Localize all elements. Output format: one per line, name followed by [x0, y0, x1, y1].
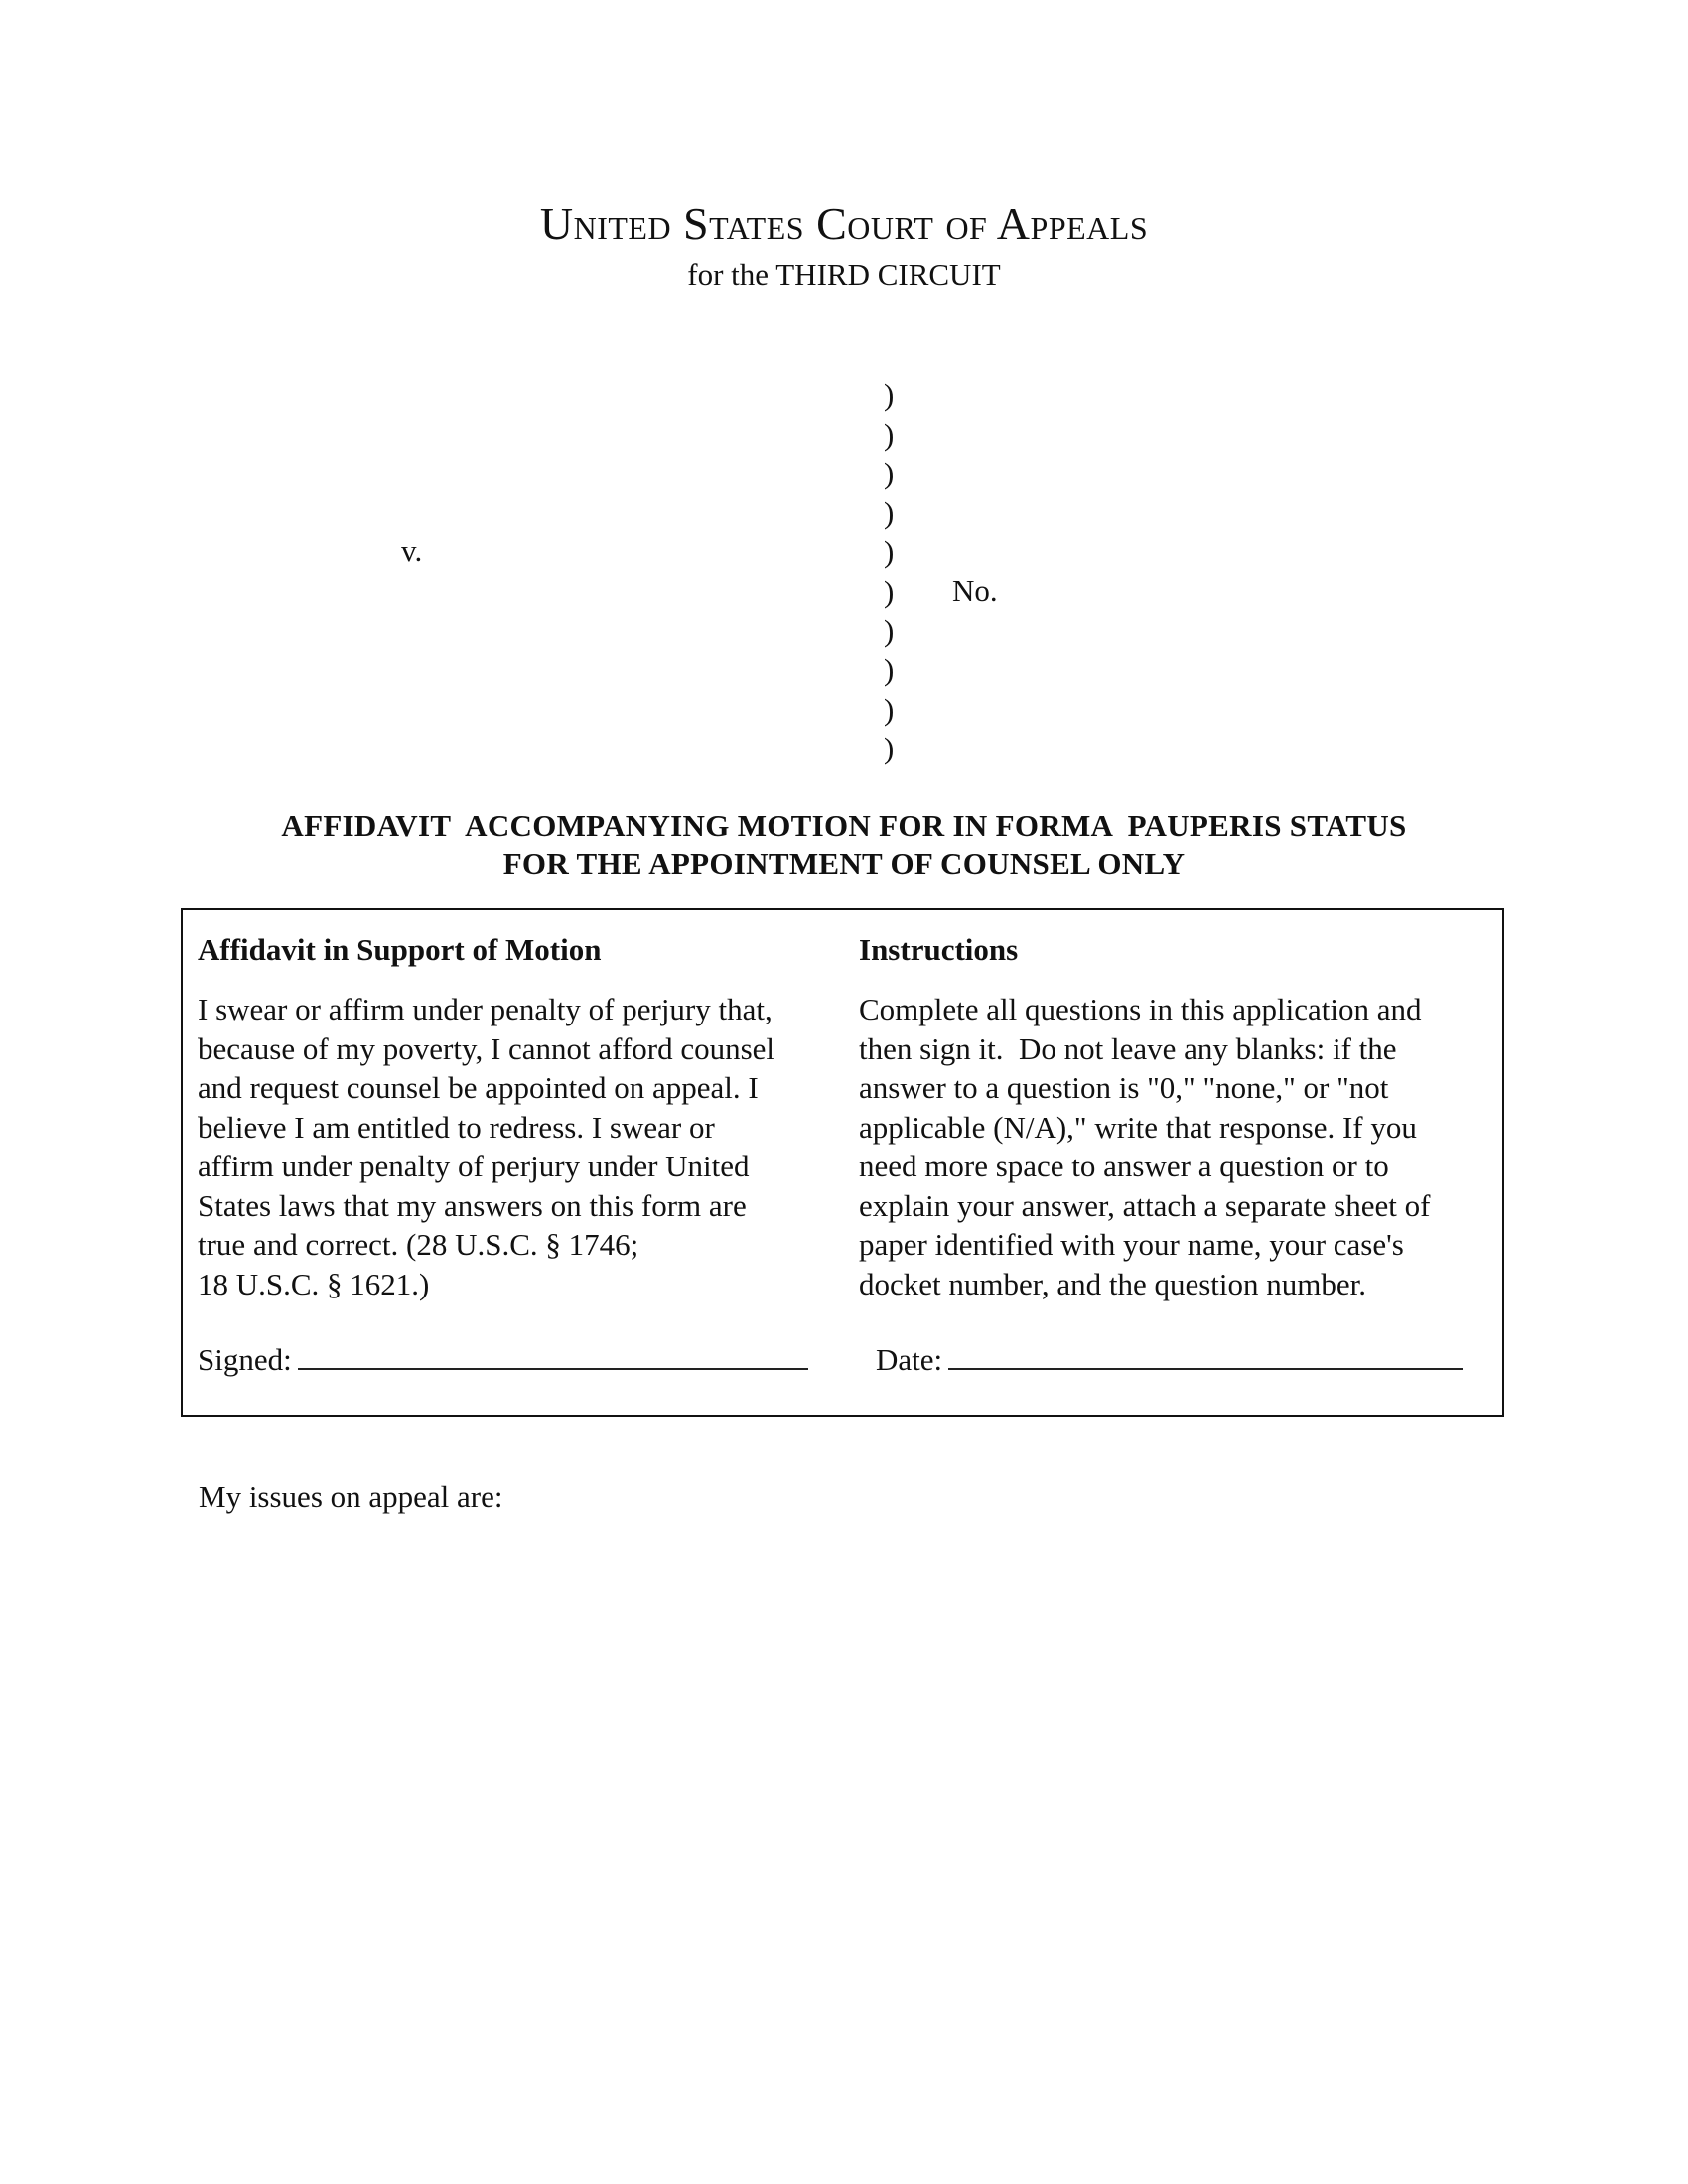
signed-label: Signed: [198, 1342, 292, 1377]
caption-paren: ) [884, 456, 895, 491]
caption-paren: ) [884, 416, 895, 452]
instructions-line: docket number, and the question number. [859, 1266, 1367, 1301]
instructions-line: paper identified with your name, your case's [859, 1227, 1404, 1262]
date-field[interactable] [948, 1340, 1463, 1370]
affidavit-heading: Affidavit in Support of Motion [198, 932, 602, 967]
instructions-heading: Instructions [859, 932, 1019, 967]
signature-row [198, 1340, 808, 1378]
caption-paren: ) [884, 731, 895, 766]
affidavit-text [198, 990, 833, 1303]
instructions-line: then sign it. Do not leave any blanks: if the [859, 1030, 1397, 1066]
caption-paren: ) [884, 377, 895, 412]
affidavit-line: 18 U.S.C. § 1621.) [198, 1266, 430, 1301]
case-number-label: No. [952, 573, 998, 608]
caption-paren: ) [884, 494, 895, 530]
caption-paren: ) [884, 534, 895, 570]
caption-paren: ) [884, 691, 895, 727]
affidavit-line: affirm under penalty of perjury under United [198, 1149, 750, 1183]
affidavit-line: true and correct. (28 U.S.C. § 1746; [198, 1227, 639, 1262]
affidavit-line: and request counsel be appointed on appeal. I [198, 1070, 759, 1105]
issues-on-appeal-label: My issues on appeal are: [199, 1479, 503, 1514]
caption-parentheses [884, 375, 914, 768]
instructions-line: applicable (N/A)," write that response. If you [859, 1109, 1417, 1145]
form-title-line-2: FOR THE APPOINTMENT OF COUNSEL ONLY [502, 846, 1186, 881]
form-title-line-1: AFFIDAVIT ACCOMPANYING MOTION FOR IN FORMA PAUPERIS STATUS [281, 808, 1407, 843]
signature-field[interactable] [298, 1340, 808, 1370]
affidavit-line: I swear or affirm under penalty of perjury that, [198, 992, 773, 1026]
caption-versus: v. [401, 533, 423, 568]
instructions-text [859, 990, 1494, 1303]
affidavit-line: because of my poverty, I cannot afford counsel [198, 1030, 775, 1066]
instructions-line: need more space to answer a question or to [859, 1149, 1389, 1183]
caption-paren: ) [884, 613, 895, 648]
affidavit-line: believe I am entitled to redress. I swear or [198, 1109, 715, 1145]
instructions-line: Complete all questions in this application and [859, 992, 1422, 1026]
affidavit-line: States laws that my answers on this form are [198, 1187, 747, 1223]
circuit-name: for the THIRD CIRCUIT [687, 257, 1001, 292]
caption-paren: ) [884, 573, 895, 609]
caption-paren: ) [884, 652, 895, 688]
instructions-line: explain your answer, attach a separate sheet of [859, 1187, 1431, 1223]
date-row [876, 1340, 1463, 1378]
form-title [0, 807, 1688, 883]
instructions-line: answer to a question is "0," "none," or "not [859, 1070, 1389, 1105]
affidavit-box [181, 908, 1504, 1417]
court-name: United States Court of Appeals [539, 199, 1149, 249]
date-label: Date: [876, 1342, 943, 1377]
